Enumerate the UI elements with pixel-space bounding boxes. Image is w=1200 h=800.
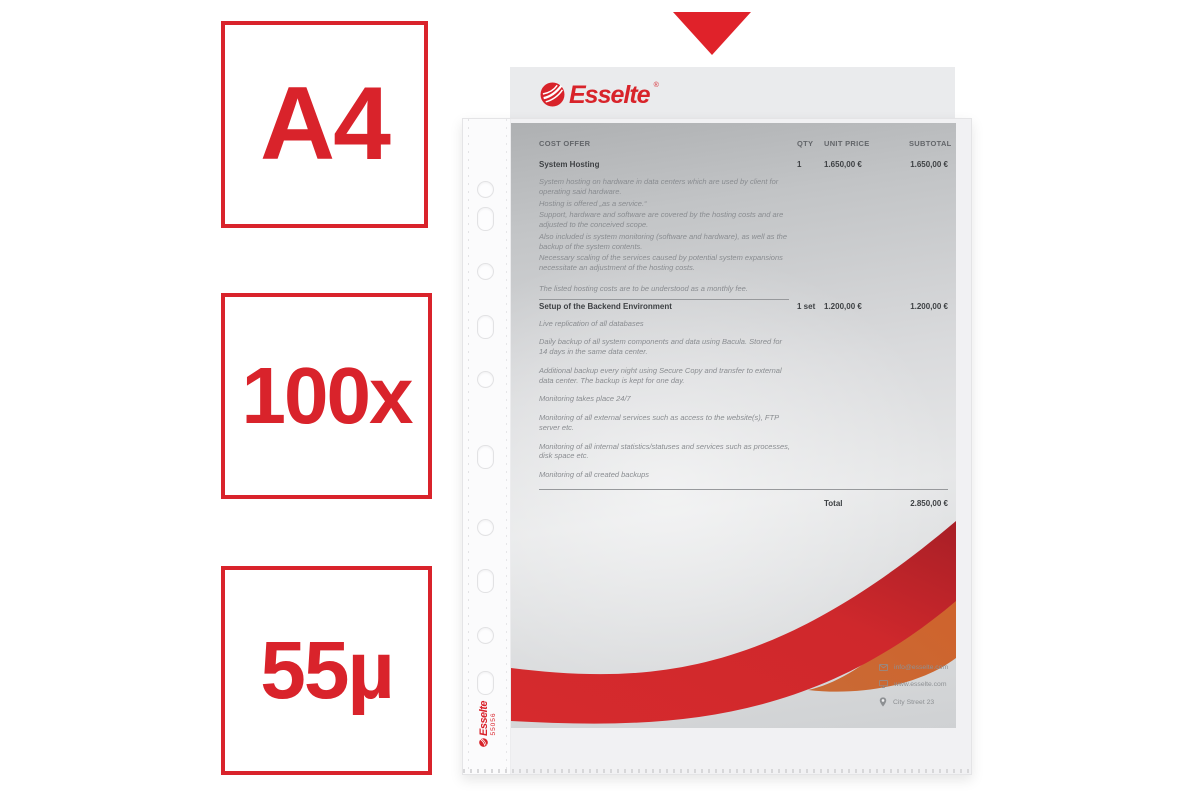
col-qty: QTY [797,139,814,148]
punch-hole [477,569,494,593]
punch-hole [477,519,494,536]
email-icon [879,664,888,671]
monthly-fee-note: The listed hosting costs are to be understood as a monthly fee. [539,283,748,293]
contact-website [879,680,948,688]
cost-offer-document [511,123,956,728]
paragraph: Also included is system monitoring (software and hardware), as well as the backup of the system contents. [539,231,788,251]
document-content [511,123,956,728]
item-qty: 1 [797,160,802,169]
esselte-logo [540,82,659,108]
punched-pocket [462,118,972,775]
registered-mark: ® [653,81,659,89]
col-subtotal: SUBTOTAL [909,139,952,148]
col-unit-price: UNIT PRICE [824,139,870,148]
item-2-description [539,319,791,480]
punch-hole [477,207,494,231]
paragraph: Monitoring of all created backups [539,470,650,479]
line-item-1 [539,160,948,169]
item-subtotal: 1.200,00 € [910,301,948,311]
callout-thickness [221,566,432,775]
section-divider [539,299,789,300]
paragraph: Support, hardware and software are covered by the hosting costs and are adjusted to the conceived scope. [539,210,784,229]
callout-size [221,21,428,228]
paragraph: System hosting on hardware in data centers which are used by client for operating said hardware. [539,177,779,196]
item-unit-price: 1.200,00 € [824,301,862,311]
contact-email [879,664,948,671]
website-icon [879,680,888,688]
contact-text: info@esselte.com [894,664,949,671]
paragraph: Daily backup of all system components and data using Bacula. Stored for 14 days in the same data center. [539,337,783,356]
col-description: COST OFFER [539,139,591,148]
punch-hole [477,181,494,198]
item-qty: 1 set [797,301,816,311]
spine-brand [474,686,500,762]
paragraph: Monitoring of all external services such as access to the website(s), FTP server etc. [539,413,779,432]
total-divider [539,489,948,490]
item-title: Setup of the Backend Environment [539,301,672,311]
paragraph: Live replication of all databases [539,318,644,328]
spine-brand-name: Esselte [477,700,490,737]
down-triangle-icon [673,12,751,55]
contact-text: www.esselte.com [894,680,947,688]
callout-size-label: A4 [260,66,389,182]
punch-hole [477,315,494,339]
spine-product-code: 55056 [489,712,497,736]
punch-hole [477,627,494,644]
esselte-logo-text: Esselte [569,80,650,109]
callout-thickness-label: 55µ [260,624,393,716]
total-row [539,499,948,508]
paragraph: Monitoring takes place 24/7 [539,394,631,404]
contact-address [879,697,948,707]
contact-text: City Street 23 [893,698,935,706]
esselte-swoosh-icon [540,82,565,107]
table-header [539,139,952,148]
location-icon [879,697,887,707]
callout-count-label: 100x [241,351,412,440]
total-label: Total [824,498,843,508]
total-value: 2.850,00 € [910,498,948,508]
item-unit-price: 1.650,00 € [824,160,862,169]
punch-hole [477,371,494,388]
punch-hole [477,263,494,280]
paragraph: Necessary scaling of the services caused by potential system expansions necessitate an adjustment of the hosting costs. [539,253,783,272]
item-title: System Hosting [539,160,600,169]
line-item-2 [539,302,948,311]
esselte-swoosh-icon [479,738,488,747]
contact-block [879,664,948,716]
punch-hole [477,445,494,469]
paragraph: Monitoring of all internal statistics/statuses and services such as processes, disk space etc. [539,441,790,461]
paragraph: Hosting is offered „as a service.“ [539,198,647,208]
document-top-edge [510,67,955,122]
paragraph: Additional backup every night using Secure Copy and transfer to external data center. The backup is kept for one day. [539,365,782,385]
item-subtotal: 1.650,00 € [910,160,948,169]
item-1-description [539,177,791,294]
filing-strip [463,119,511,774]
callout-count [221,293,432,499]
